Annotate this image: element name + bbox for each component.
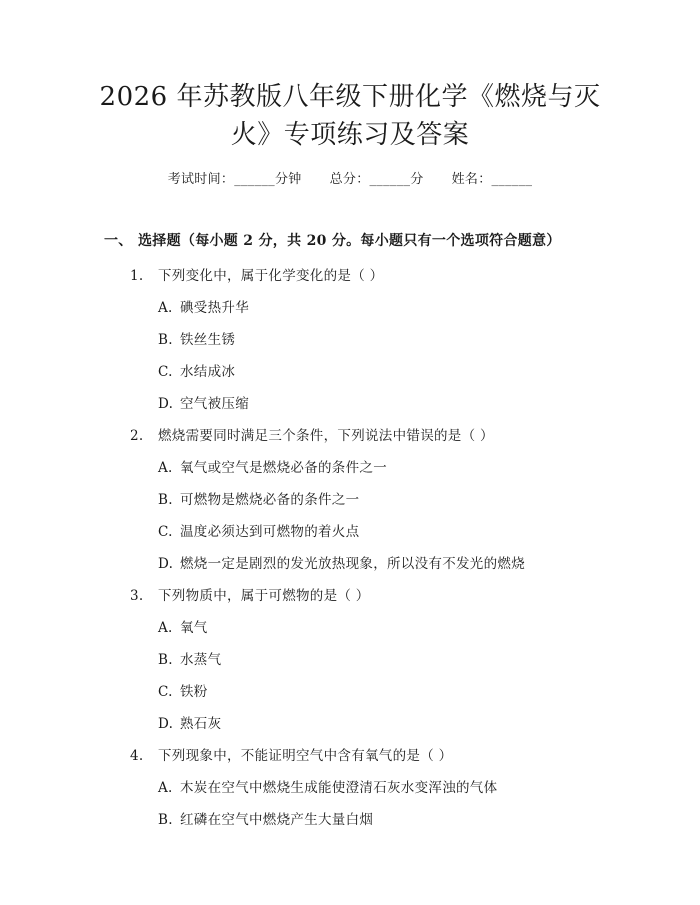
option-3d: [158, 712, 221, 732]
option-3b: [158, 648, 221, 668]
option-2a: [158, 456, 387, 476]
option-letter: D.: [158, 716, 174, 732]
question-4: [130, 744, 452, 764]
exam-time: 考试时间：______分钟: [167, 172, 302, 187]
option-1b: [158, 328, 235, 348]
option-letter: D.: [158, 396, 174, 412]
option-text: 铁粉: [180, 684, 208, 700]
option-4a: [158, 776, 497, 796]
option-letter: B.: [158, 812, 173, 828]
question-number: 1.: [130, 268, 144, 284]
exam-score: 总分：______分: [329, 172, 424, 187]
option-letter: A.: [158, 620, 173, 636]
option-4b: [158, 808, 373, 828]
section-title: 选择题（每小题 2 分，共 20 分。每小题只有一个选项符合题意）: [138, 233, 561, 249]
section-heading: [104, 230, 561, 250]
option-letter: B.: [158, 492, 173, 508]
title-line-1: 2026 年苏教版八年级下册化学《燃烧与灭: [99, 82, 601, 112]
option-text: 红磷在空气中燃烧产生大量白烟: [180, 812, 374, 828]
option-letter: C.: [158, 684, 173, 700]
question-text: 下列物质中，属于可燃物的是（ ）: [158, 588, 370, 604]
option-text: 水结成冰: [180, 364, 236, 380]
exam-name: 姓名：______: [451, 172, 533, 187]
option-text: 碘受热升华: [180, 300, 249, 316]
option-3c: [158, 680, 208, 700]
option-1a: [158, 296, 249, 316]
option-2b: [158, 488, 359, 508]
document-title: [80, 78, 620, 154]
section-number: 一、: [104, 233, 133, 249]
option-letter: A.: [158, 460, 173, 476]
question-text: 下列变化中，属于化学变化的是（ ）: [158, 268, 384, 284]
option-3a: [158, 616, 208, 636]
option-letter: A.: [158, 780, 173, 796]
option-letter: B.: [158, 332, 173, 348]
question-number: 2.: [130, 428, 144, 444]
question-3: [130, 584, 370, 604]
question-number: 3.: [130, 588, 144, 604]
exam-info: [0, 168, 700, 187]
question-number: 4.: [130, 748, 144, 764]
option-letter: C.: [158, 364, 173, 380]
option-text: 木炭在空气中燃烧生成能使澄清石灰水变浑浊的气体: [180, 780, 498, 796]
option-1c: [158, 360, 235, 380]
title-line-2: 火》专项练习及答案: [230, 120, 470, 150]
option-text: 可燃物是燃烧必备的条件之一: [180, 492, 360, 508]
option-letter: B.: [158, 652, 173, 668]
option-letter: A.: [158, 300, 173, 316]
option-text: 空气被压缩: [180, 396, 249, 412]
option-text: 燃烧一定是剧烈的发光放热现象，所以没有不发光的燃烧: [180, 556, 525, 572]
question-text: 燃烧需要同时满足三个条件，下列说法中错误的是（ ）: [158, 428, 494, 444]
option-2c: [158, 520, 359, 540]
question-text: 下列现象中，不能证明空气中含有氧气的是（ ）: [158, 748, 453, 764]
option-text: 氧气: [180, 620, 208, 636]
option-letter: D.: [158, 556, 174, 572]
question-1: [130, 264, 383, 284]
option-1d: [158, 392, 249, 412]
question-2: [130, 424, 494, 444]
option-text: 温度必须达到可燃物的着火点: [180, 524, 360, 540]
option-letter: C.: [158, 524, 173, 540]
option-text: 氧气或空气是燃烧必备的条件之一: [180, 460, 387, 476]
option-2d: [158, 552, 525, 572]
option-text: 铁丝生锈: [180, 332, 236, 348]
option-text: 水蒸气: [180, 652, 222, 668]
option-text: 熟石灰: [180, 716, 222, 732]
